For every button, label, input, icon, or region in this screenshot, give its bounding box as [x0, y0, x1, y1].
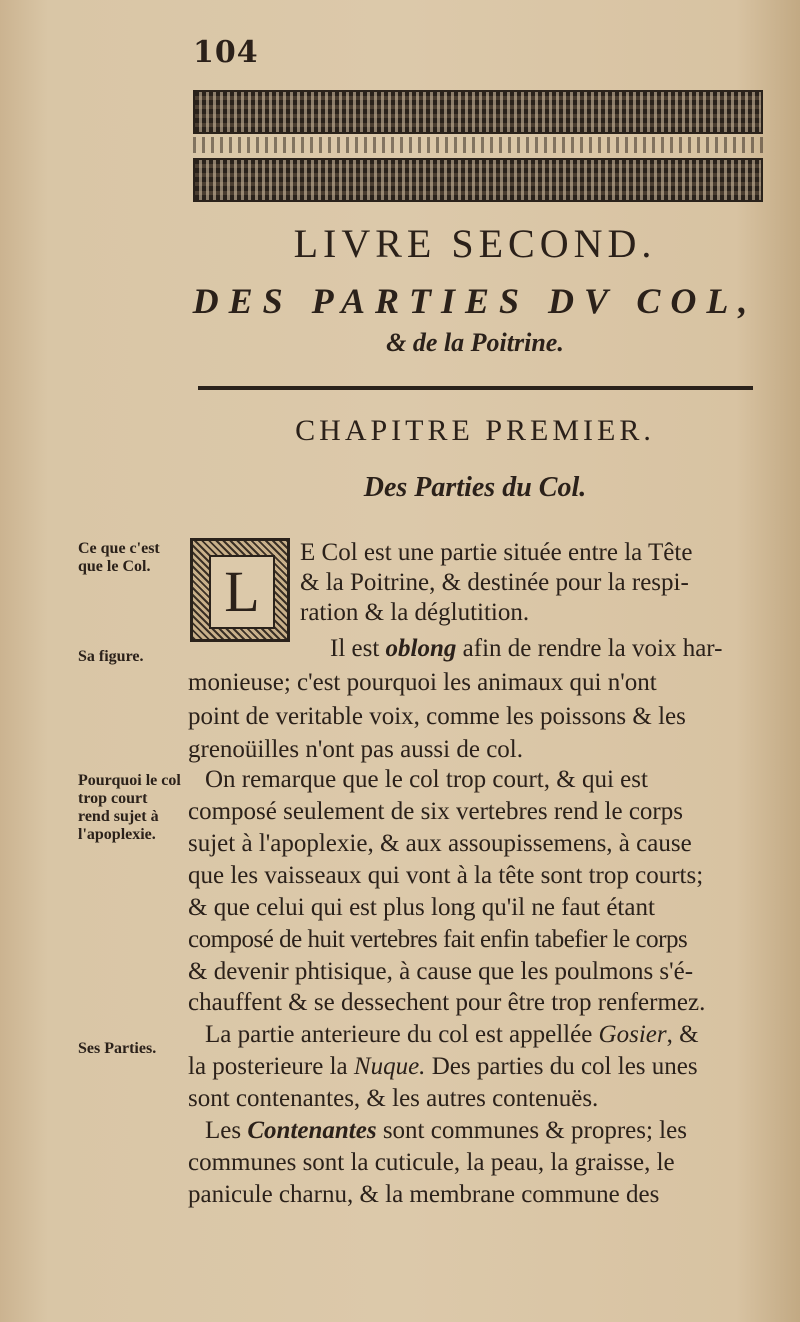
text-line-18: sont contenantes, & les autres contenuës. — [188, 1085, 599, 1112]
text-fragment: afin de rendre la voix har- — [462, 635, 723, 662]
ornamental-dots — [193, 137, 763, 153]
book-heading: LIVRE SECOND. — [293, 221, 657, 266]
page-number: 104 — [193, 35, 259, 70]
emphasis-gosier: Gosier — [598, 1021, 667, 1048]
text-line-1: E Col est une partie située entre la Tête — [300, 539, 693, 566]
text-fragment: Il est — [330, 635, 380, 662]
text-line-7: grenoüilles n'ont pas aussi de col. — [188, 736, 523, 763]
drop-cap-letter: L — [209, 555, 275, 629]
text-fragment: , & — [666, 1021, 699, 1048]
text-line-17 — [188, 1052, 698, 1082]
text-line-19 — [205, 1116, 687, 1146]
text-line-16 — [205, 1020, 699, 1050]
text-line-2: & la Poitrine, & destinée pour la respi- — [300, 569, 689, 596]
text-line-5: monieuse; c'est pourquoi les animaux qui n'ont — [188, 669, 657, 696]
drop-cap-frame — [190, 538, 290, 642]
book-subtitle-2: & de la Poitrine. — [386, 328, 564, 357]
margin-note-apoplexie: Pourquoi le col trop court rend sujet à l'apoplexie. — [78, 772, 181, 843]
ornamental-band-bottom — [193, 158, 763, 202]
horizontal-rule — [198, 386, 753, 390]
text-line-20: communes sont la cuticule, la peau, la graisse, le — [188, 1149, 675, 1176]
margin-note-definition: Ce que c'est que le Col. — [78, 540, 160, 575]
emphasis-nuque: Nuque. — [353, 1053, 426, 1080]
text-line-11: que les vaisseaux qui vont à la tête sont trop courts; — [188, 862, 704, 889]
text-line-15: chauffent & se dessechent pour être trop renfermez. — [188, 989, 706, 1016]
text-line-14: & devenir phtisique, à cause que les poulmons s'é- — [188, 958, 694, 985]
emphasis-oblong: oblong — [385, 635, 457, 662]
book-subtitle-1: DES PARTIES DV COL, — [192, 281, 758, 321]
text-line-4 — [330, 634, 722, 664]
text-fragment: Des parties du col les unes — [431, 1053, 698, 1080]
margin-note-figure: Sa figure. — [78, 648, 144, 665]
text-fragment: Les — [205, 1117, 242, 1144]
chapter-subtitle: Des Parties du Col. — [363, 472, 587, 503]
text-line-9: composé seulement de six vertebres rend le corps — [188, 798, 683, 825]
text-fragment: la posterieure la — [188, 1053, 348, 1080]
chapter-heading: CHAPITRE PREMIER. — [295, 414, 655, 447]
text-fragment: sont communes & propres; les — [382, 1117, 687, 1144]
ornamental-band-top — [193, 90, 763, 134]
text-line-6: point de veritable voix, comme les poissons & les — [188, 703, 686, 730]
emphasis-contenantes: Contenantes — [247, 1117, 377, 1144]
text-line-13: composé de huit vertebres fait enfin tabefier le corps — [188, 926, 688, 953]
text-line-3: ration & la déglutition. — [300, 599, 530, 626]
text-line-8: On remarque que le col trop court, & qui est — [205, 766, 648, 793]
margin-note-parties: Ses Parties. — [78, 1040, 157, 1057]
text-line-12: & que celui qui est plus long qu'il ne faut étant — [188, 894, 655, 921]
text-fragment: La partie anterieure du col est appellée — [205, 1021, 593, 1048]
text-line-10: sujet à l'apoplexie, & aux assoupissemens, à cause — [188, 830, 692, 857]
text-line-21: panicule charnu, & la membrane commune des — [188, 1181, 660, 1208]
